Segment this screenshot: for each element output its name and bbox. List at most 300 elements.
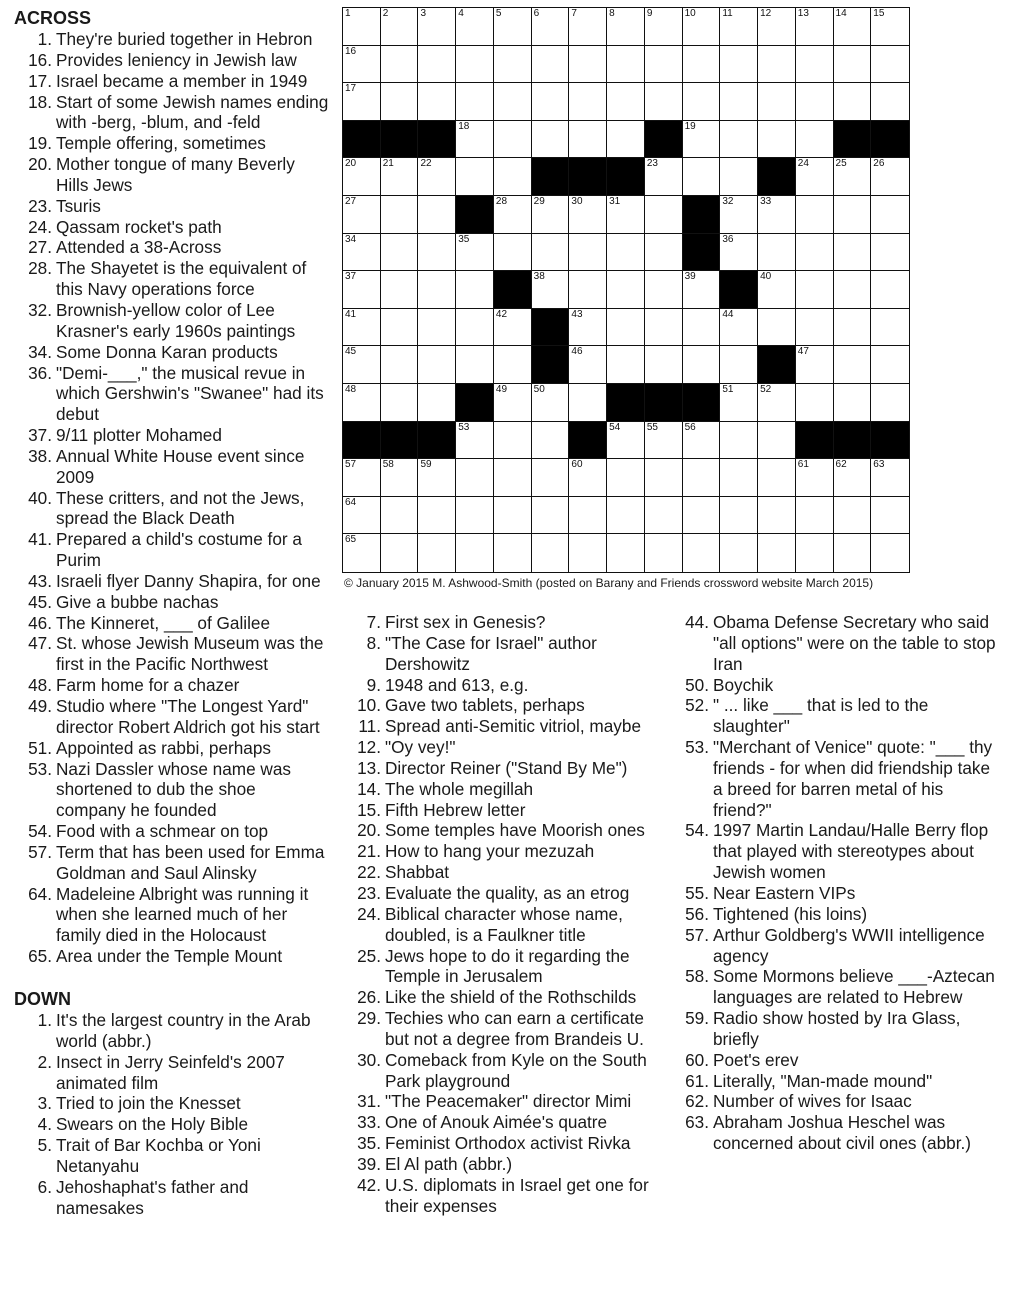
grid-cell[interactable] — [834, 46, 872, 84]
grid-cell[interactable] — [607, 459, 645, 497]
grid-cell[interactable] — [456, 309, 494, 347]
grid-cell[interactable] — [796, 271, 834, 309]
grid-cell[interactable] — [834, 83, 872, 121]
grid-cell[interactable] — [871, 534, 909, 572]
clue-item — [14, 821, 330, 842]
grid-cell[interactable] — [456, 234, 494, 272]
grid-cell[interactable] — [418, 497, 456, 535]
cell-number: 4 — [458, 8, 464, 19]
grid-cell[interactable] — [494, 384, 532, 422]
grid-cell[interactable] — [796, 196, 834, 234]
grid-cell-black — [871, 422, 909, 460]
grid-cell[interactable] — [871, 196, 909, 234]
grid-cell[interactable] — [569, 534, 607, 572]
clue-number: 53. — [685, 737, 709, 758]
clue-item — [14, 696, 330, 738]
grid-cell[interactable] — [381, 196, 419, 234]
grid-cell[interactable] — [494, 46, 532, 84]
grid-cell[interactable] — [494, 121, 532, 159]
grid-cell[interactable] — [381, 534, 419, 572]
clue-item — [345, 779, 670, 800]
cell-number: 23 — [646, 158, 658, 170]
grid-cell-black — [607, 158, 645, 196]
grid-cell-black — [532, 346, 570, 384]
clue-text: "The Peacemaker" director Mimi — [385, 1091, 632, 1112]
grid-cell[interactable] — [418, 309, 456, 347]
clue-text: One of Anouk Aimée's quatre — [385, 1112, 608, 1133]
grid-cell[interactable] — [418, 83, 456, 121]
grid-cell-black — [494, 271, 532, 309]
grid-cell[interactable] — [569, 196, 607, 234]
grid-cell[interactable] — [720, 534, 758, 572]
grid-cell[interactable] — [456, 158, 494, 196]
grid-cell[interactable] — [871, 46, 909, 84]
grid-cell[interactable] — [381, 234, 419, 272]
grid-cell[interactable] — [683, 346, 721, 384]
cell-number: 28 — [495, 196, 508, 207]
grid-cell[interactable] — [494, 234, 532, 272]
grid-cell[interactable] — [343, 83, 381, 121]
grid-cell[interactable] — [532, 121, 570, 159]
grid-cell[interactable] — [758, 83, 796, 121]
cell-number: 6 — [533, 8, 540, 19]
grid-cell-black — [645, 384, 683, 422]
grid-cell[interactable] — [645, 309, 683, 347]
grid-cell[interactable] — [871, 497, 909, 535]
grid-cell[interactable] — [871, 384, 909, 422]
clue-number: 12. — [357, 737, 381, 758]
grid-cell[interactable] — [871, 309, 909, 347]
grid-cell[interactable] — [532, 459, 570, 497]
grid-cell[interactable] — [381, 46, 419, 84]
grid-cell[interactable] — [381, 346, 419, 384]
clue-item — [345, 675, 670, 696]
grid-cell[interactable] — [720, 309, 758, 347]
grid-cell[interactable] — [834, 158, 872, 196]
cell-number: 59 — [420, 459, 432, 471]
clue-item — [683, 675, 1003, 696]
grid-cell[interactable] — [456, 422, 494, 460]
grid-cell[interactable] — [683, 497, 721, 535]
grid-cell[interactable] — [796, 346, 834, 384]
grid-cell[interactable] — [569, 8, 607, 46]
grid-cell[interactable] — [720, 422, 758, 460]
grid-cell-black — [418, 422, 456, 460]
grid-cell[interactable] — [569, 121, 607, 159]
grid-cell[interactable] — [381, 309, 419, 347]
cell-number: 1 — [345, 8, 351, 19]
grid-cell[interactable] — [607, 346, 645, 384]
grid-cell[interactable] — [532, 271, 570, 309]
grid-cell[interactable] — [494, 459, 532, 497]
grid-cell[interactable] — [494, 8, 532, 46]
grid-cell[interactable] — [418, 196, 456, 234]
clue-item — [14, 50, 330, 71]
grid-cell[interactable] — [343, 346, 381, 384]
grid-cell[interactable] — [720, 46, 758, 84]
grid-cell[interactable] — [532, 8, 570, 46]
grid-cell[interactable] — [796, 8, 834, 46]
grid-cell-black — [381, 121, 419, 159]
grid-cell[interactable] — [494, 346, 532, 384]
clue-item — [14, 92, 330, 134]
grid-cell[interactable] — [758, 271, 796, 309]
grid-cell[interactable] — [796, 384, 834, 422]
clue-item — [683, 904, 1003, 925]
grid-cell[interactable] — [683, 309, 721, 347]
grid-cell[interactable] — [758, 534, 796, 572]
grid-cell[interactable] — [683, 459, 721, 497]
clue-number: 50. — [685, 674, 709, 695]
clue-text: Some Mormons believe ___-Aztecan languages are related to Hebrew — [713, 966, 995, 1008]
grid-cell[interactable] — [569, 459, 607, 497]
grid-cell[interactable] — [532, 534, 570, 572]
clue-number: 1. — [37, 29, 52, 49]
clue-number: 1. — [37, 1009, 52, 1030]
grid-cell[interactable] — [494, 196, 532, 234]
grid-cell[interactable] — [418, 346, 456, 384]
grid-cell[interactable] — [645, 497, 683, 535]
grid-cell-black — [758, 158, 796, 196]
grid-cell[interactable] — [758, 234, 796, 272]
clue-item — [14, 71, 330, 92]
across-heading: ACROSS — [14, 8, 92, 28]
clue-text: Spread anti-Semitic vitriol, maybe — [385, 716, 641, 737]
grid-cell[interactable] — [607, 121, 645, 159]
grid-cell[interactable] — [796, 459, 834, 497]
grid-cell[interactable] — [645, 158, 683, 196]
grid-cell[interactable] — [418, 8, 456, 46]
grid-cell[interactable] — [796, 234, 834, 272]
grid-cell[interactable] — [569, 83, 607, 121]
grid-cell[interactable] — [569, 46, 607, 84]
grid-cell[interactable] — [343, 234, 381, 272]
grid-cell[interactable] — [645, 234, 683, 272]
cell-number: 48 — [345, 384, 357, 395]
clue-number: 23. — [357, 882, 381, 903]
grid-cell[interactable] — [645, 534, 683, 572]
grid-cell[interactable] — [494, 158, 532, 196]
grid-cell[interactable] — [720, 121, 758, 159]
grid-cell[interactable] — [532, 422, 570, 460]
grid-cell[interactable] — [683, 83, 721, 121]
grid-cell[interactable] — [645, 46, 683, 84]
grid-cell[interactable] — [569, 384, 607, 422]
clue-number: 47. — [28, 633, 52, 654]
grid-cell[interactable] — [683, 534, 721, 572]
clue-item — [345, 883, 670, 904]
grid-cell[interactable] — [758, 309, 796, 347]
clue-number: 33. — [357, 1112, 381, 1133]
grid-cell[interactable] — [720, 459, 758, 497]
grid-cell[interactable] — [796, 158, 834, 196]
grid-cell[interactable] — [720, 384, 758, 422]
grid-cell[interactable] — [834, 8, 872, 46]
grid-cell[interactable] — [381, 497, 419, 535]
cell-number: 49 — [495, 384, 508, 395]
grid-cell[interactable] — [720, 83, 758, 121]
grid-cell[interactable] — [607, 234, 645, 272]
grid-cell[interactable] — [796, 497, 834, 535]
clue-number: 13. — [357, 757, 381, 778]
clue-text: U.S. diplomats in Israel get one for their expenses — [385, 1174, 649, 1216]
grid-cell[interactable] — [796, 46, 834, 84]
grid-cell[interactable] — [343, 497, 381, 535]
cell-number: 34 — [345, 233, 357, 245]
clue-text: Studio where "The Longest Yard" director Robert Aldrich got his start — [56, 696, 320, 737]
clue-text: These critters, and not the Jews, spread the Black Death — [56, 487, 305, 529]
grid-cell[interactable] — [456, 459, 494, 497]
grid-cell[interactable] — [456, 121, 494, 159]
grid-cell[interactable] — [532, 384, 570, 422]
grid-cell[interactable] — [381, 271, 419, 309]
grid-cell[interactable] — [456, 271, 494, 309]
grid-cell[interactable] — [871, 83, 909, 121]
grid-cell[interactable] — [381, 459, 419, 497]
cell-number: 16 — [345, 45, 357, 57]
clue-number: 39. — [357, 1153, 381, 1174]
grid-cell[interactable] — [683, 8, 721, 46]
grid-cell[interactable] — [834, 234, 872, 272]
clue-number: 37. — [28, 425, 52, 446]
grid-cell[interactable] — [796, 534, 834, 572]
grid-cell[interactable] — [645, 196, 683, 234]
grid-cell[interactable] — [343, 158, 381, 196]
clue-text: El Al path (abbr.) — [385, 1153, 513, 1174]
clue-text: Qassam rocket's path — [56, 216, 222, 237]
grid-cell[interactable] — [418, 459, 456, 497]
grid-cell[interactable] — [456, 83, 494, 121]
grid-cell[interactable] — [569, 497, 607, 535]
clue-item — [14, 946, 330, 967]
grid-cell[interactable] — [343, 309, 381, 347]
clue-text: "Demi-___," the musical revue in which Gershwin's "Swanee" had its debut — [56, 362, 324, 425]
grid-cell[interactable] — [834, 346, 872, 384]
clue-text: 1948 and 613, e.g. — [385, 674, 529, 695]
clue-text: Obama Defense Secretary who said "all options" were on the table to stop Iran — [713, 612, 996, 674]
grid-cell[interactable] — [343, 384, 381, 422]
clue-item — [14, 884, 330, 947]
clue-item — [345, 633, 670, 675]
grid-cell-black — [758, 346, 796, 384]
clue-number: 44. — [685, 612, 709, 632]
grid-cell[interactable] — [871, 8, 909, 46]
grid-cell[interactable] — [834, 271, 872, 309]
grid-cell[interactable] — [834, 534, 872, 572]
grid-cell[interactable] — [456, 8, 494, 46]
clue-text: "Merchant of Venice" quote: "___ thy friends - for when did friendship take a breed for barren metal of his friend?" — [713, 737, 993, 820]
clue-number: 54. — [685, 820, 709, 841]
grid-cell[interactable] — [720, 234, 758, 272]
clue-number: 16. — [28, 49, 52, 70]
grid-cell[interactable] — [343, 8, 381, 46]
grid-cell[interactable] — [494, 309, 532, 347]
cell-number: 65 — [345, 534, 357, 546]
clue-number: 29. — [357, 1008, 381, 1029]
grid-cell[interactable] — [720, 497, 758, 535]
grid-cell[interactable] — [607, 8, 645, 46]
grid-cell[interactable] — [758, 196, 796, 234]
grid-cell[interactable] — [418, 534, 456, 572]
grid-cell[interactable] — [607, 422, 645, 460]
grid-cell[interactable] — [645, 271, 683, 309]
clue-number: 21. — [357, 841, 381, 862]
grid-cell[interactable] — [683, 158, 721, 196]
grid-cell[interactable] — [494, 83, 532, 121]
grid-cell[interactable] — [645, 346, 683, 384]
grid-cell[interactable] — [720, 346, 758, 384]
grid-cell[interactable] — [456, 46, 494, 84]
grid-cell[interactable] — [569, 309, 607, 347]
clue-item — [345, 862, 670, 883]
grid-cell-black — [418, 121, 456, 159]
clue-number: 57. — [28, 841, 52, 862]
grid-cell[interactable] — [343, 46, 381, 84]
grid-cell[interactable] — [607, 271, 645, 309]
grid-cell[interactable] — [418, 271, 456, 309]
clue-number: 18. — [28, 91, 52, 112]
grid-cell[interactable] — [758, 422, 796, 460]
grid-cell[interactable] — [607, 497, 645, 535]
grid-cell[interactable] — [381, 83, 419, 121]
grid-cell[interactable] — [532, 83, 570, 121]
grid-cell[interactable] — [834, 384, 872, 422]
grid-cell[interactable] — [494, 422, 532, 460]
grid-cell[interactable] — [871, 234, 909, 272]
cell-number: 52 — [760, 384, 772, 395]
clue-text: Term that has been used for Emma Goldman and Saul Alinsky — [56, 841, 325, 883]
grid-cell[interactable] — [834, 196, 872, 234]
cell-number: 42 — [495, 308, 508, 320]
clue-text: Give a bubbe nachas — [56, 591, 219, 612]
cell-number: 33 — [760, 196, 772, 207]
clue-text: Literally, "Man-made mound" — [713, 1070, 933, 1091]
grid-cell[interactable] — [607, 534, 645, 572]
grid-cell[interactable] — [456, 534, 494, 572]
grid-cell[interactable] — [758, 459, 796, 497]
clue-text: Temple offering, sometimes — [56, 133, 266, 154]
grid-cell[interactable] — [758, 497, 796, 535]
grid-cell[interactable] — [871, 271, 909, 309]
clue-item — [14, 592, 330, 613]
grid-cell[interactable] — [796, 121, 834, 159]
grid-cell[interactable] — [834, 459, 872, 497]
grid-cell[interactable] — [834, 497, 872, 535]
clue-text: Appointed as rabbi, perhaps — [56, 737, 271, 758]
grid-cell[interactable] — [418, 234, 456, 272]
grid-cell[interactable] — [645, 8, 683, 46]
grid-cell[interactable] — [569, 346, 607, 384]
grid-cell[interactable] — [569, 234, 607, 272]
grid-cell[interactable] — [456, 497, 494, 535]
grid-cell[interactable] — [532, 46, 570, 84]
clue-number: 57. — [685, 924, 709, 945]
clue-item — [345, 800, 670, 821]
clue-number: 45. — [28, 591, 52, 612]
clue-item — [345, 1154, 670, 1175]
grid-cell[interactable] — [720, 158, 758, 196]
clue-text: Nazi Dassler whose name was shortened to dub the shoe company he founded — [56, 758, 291, 821]
grid-cell[interactable] — [683, 271, 721, 309]
cell-number: 58 — [382, 459, 394, 471]
cell-number: 22 — [420, 158, 432, 170]
grid-cell[interactable] — [645, 422, 683, 460]
clue-text: Feminist Orthodox activist Rivka — [385, 1133, 631, 1154]
grid-cell[interactable] — [532, 196, 570, 234]
clue-number: 56. — [685, 903, 709, 924]
grid-cell[interactable] — [343, 534, 381, 572]
grid-cell[interactable] — [343, 459, 381, 497]
clue-number: 27. — [28, 237, 52, 258]
grid-cell[interactable] — [569, 271, 607, 309]
grid-cell[interactable] — [418, 46, 456, 84]
grid-cell[interactable] — [871, 346, 909, 384]
grid-cell[interactable] — [758, 46, 796, 84]
clue-text: The whole megillah — [385, 778, 534, 799]
grid-cell[interactable] — [381, 158, 419, 196]
down-clue-list-middle — [345, 612, 670, 1216]
grid-cell[interactable] — [796, 83, 834, 121]
grid-cell[interactable] — [645, 83, 683, 121]
clue-item — [345, 904, 670, 946]
grid-cell[interactable] — [720, 8, 758, 46]
grid-cell[interactable] — [758, 8, 796, 46]
grid-cell[interactable] — [871, 158, 909, 196]
grid-cell[interactable] — [834, 309, 872, 347]
grid-cell[interactable] — [381, 8, 419, 46]
clue-item — [14, 300, 330, 342]
grid-cell[interactable] — [607, 196, 645, 234]
clue-item — [14, 133, 330, 154]
grid-cell[interactable] — [607, 46, 645, 84]
grid-cell[interactable] — [607, 83, 645, 121]
grid-cell[interactable] — [494, 534, 532, 572]
cell-number: 47 — [797, 346, 809, 358]
grid-cell[interactable] — [796, 309, 834, 347]
grid-cell[interactable] — [381, 384, 419, 422]
grid-cell[interactable] — [532, 234, 570, 272]
grid-cell[interactable] — [645, 459, 683, 497]
grid-cell[interactable] — [456, 346, 494, 384]
grid-cell[interactable] — [494, 497, 532, 535]
clue-item — [345, 987, 670, 1008]
grid-cell[interactable] — [343, 271, 381, 309]
clue-text: It's the largest country in the Arab world (abbr.) — [56, 1009, 311, 1051]
clue-item — [14, 529, 330, 571]
grid-cell[interactable] — [758, 384, 796, 422]
grid-cell[interactable] — [418, 384, 456, 422]
clue-item — [14, 217, 330, 238]
grid-cell[interactable] — [683, 121, 721, 159]
grid-cell[interactable] — [871, 459, 909, 497]
grid-cell[interactable] — [683, 422, 721, 460]
grid-cell[interactable] — [607, 309, 645, 347]
clue-text: Poet's erev — [713, 1049, 799, 1070]
clue-item — [14, 1052, 330, 1094]
grid-cell[interactable] — [758, 121, 796, 159]
grid-cell[interactable] — [532, 497, 570, 535]
clue-item — [683, 1008, 1003, 1050]
clue-text: 1997 Martin Landau/Halle Berry flop that played with stereotypes about Jewish women — [713, 820, 989, 883]
cell-number: 44 — [722, 308, 734, 320]
grid-cell[interactable] — [418, 158, 456, 196]
grid-cell[interactable] — [683, 46, 721, 84]
grid-cell[interactable] — [720, 196, 758, 234]
cell-number: 18 — [458, 120, 470, 132]
clue-number: 20. — [28, 154, 52, 175]
grid-cell[interactable] — [343, 196, 381, 234]
clue-number: 8. — [366, 632, 381, 653]
